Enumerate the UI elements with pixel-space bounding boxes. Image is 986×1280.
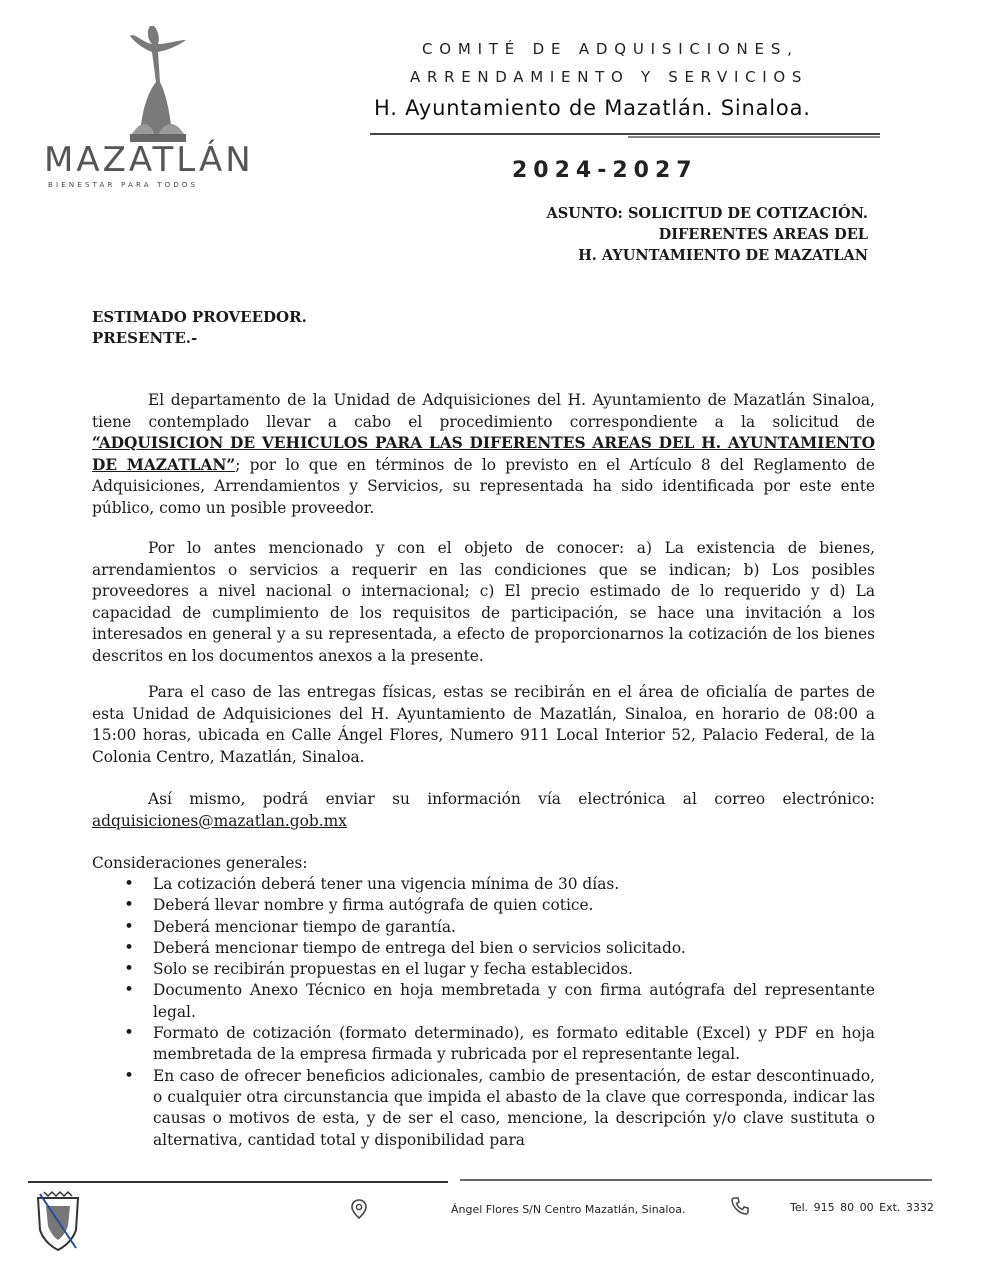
header-divider: [370, 133, 880, 135]
procurement-title: “ADQUISICION DE VEHICULOS PARA LAS DIFERENTES AREAS DEL H. AYUNTAMIENTO DE MAZATLAN”: [92, 434, 875, 474]
list-item: • Formato de cotización (formato determinado), es formato editable (Excel) y PDF en hoja membretada de la empresa firmada y rubricada por el representante legal.: [92, 1023, 875, 1066]
paragraph-1: [92, 390, 875, 519]
paragraph-4-text: Así mismo, podrá enviar su información vía electrónica al correo electrónico:: [148, 790, 875, 808]
list-item: • En caso de ofrecer beneficios adicionales, cambio de presentación, de estar descontinuado, o cualquier otra circunstancia que impida el abasto de la clave que corresponda, indicar las causas o motivos de esta, y de ser el caso, mencione, la descripción y/o clave sustituta o alternativa, cantidad total y disponibilidad para: [92, 1066, 875, 1151]
administration-period: 2024-2027: [512, 158, 698, 183]
considerations-list: [92, 874, 875, 1151]
greeting-line-2: PRESENTE.-: [92, 329, 198, 347]
municipal-seal-icon: [32, 1190, 84, 1252]
paragraph-2: [92, 538, 875, 667]
logo-wordmark: MAZATLÁN: [44, 140, 254, 180]
subject-line-1: ASUNTO: SOLICITUD DE COTIZACIÓN.: [546, 205, 868, 222]
paragraph-3-text: Para el caso de las entregas físicas, estas se recibirán en el área de oficialía de partes de esta Unidad de Adquisiciones del H. Ayuntamiento de Mazatlán, Sinaloa, en horario de 08:00 a 15:00 horas, ubicada en Calle Ángel Flores, Numero 911 Local Interior 52, Palacio Federal, de la Colonia Centro, Mazatlán, Sinaloa.: [92, 683, 875, 766]
email-link[interactable]: adquisiciones@mazatlan.gob.mx: [92, 811, 347, 830]
greeting-line-1: ESTIMADO PROVEEDOR.: [92, 308, 307, 326]
footer-address: Ángel Flores S/N Centro Mazatlán, Sinaloa.: [451, 1203, 686, 1216]
greeting: [92, 307, 307, 349]
subject-block: [547, 203, 869, 266]
subject-line-2: DIFERENTES AREAS DEL: [658, 226, 868, 243]
paragraph-1-rest: ; por lo que en términos de lo previsto en el Artículo 8 del Reglamento de Adquisiciones, Arrendamientos y Servicios, su representada ha sido identificada por este ente público, como un posible proveedor.: [92, 455, 875, 517]
subject-line-3: H. AYUNTAMIENTO DE MAZATLAN: [578, 247, 868, 264]
list-item: • Deberá mencionar tiempo de entrega del bien o servicios solicitado.: [92, 938, 875, 959]
ayuntamiento-title: H. Ayuntamiento de Mazatlán. Sinaloa.: [374, 96, 811, 120]
committee-line-1: COMITÉ DE ADQUISICIONES,: [422, 40, 799, 58]
paragraph-4: [92, 789, 875, 832]
footer-divider-left: [28, 1181, 448, 1183]
header-divider-secondary: [628, 136, 880, 138]
mazatlan-logo-figure: [112, 22, 200, 152]
list-item: • La cotización deberá tener una vigencia mínima de 30 días.: [92, 874, 875, 895]
list-item: • Deberá mencionar tiempo de garantía.: [92, 917, 875, 938]
logo-tagline: BIENESTAR PARA TODOS: [48, 181, 199, 189]
list-item: • Deberá llevar nombre y firma autógrafa de quien cotice.: [92, 895, 875, 916]
phone-icon: [730, 1196, 750, 1216]
paragraph-2-text: Por lo antes mencionado y con el objeto de conocer: a) La existencia de bienes, arrendamientos o servicios a requerir en las condiciones que se indican; b) Los posibles proveedores a nivel nacional o internacional; c) El precio estimado de lo requerido y d) La capacidad de cumplimiento de los requisitos de participación, se hace una invitación a los interesados en general y a su representada, a efecto de proporcionarnos la cotización de los bienes descritos en los documentos anexos a la presente.: [92, 539, 875, 665]
paragraph-3: [92, 682, 875, 768]
location-pin-icon: [350, 1199, 368, 1219]
considerations-title: Consideraciones generales:: [92, 854, 308, 872]
committee-line-2: ARRENDAMIENTO Y SERVICIOS: [410, 68, 809, 86]
list-item: • Solo se recibirán propuestas en el lugar y fecha establecidos.: [92, 959, 875, 980]
paragraph-1-intro: El departamento de la Unidad de Adquisiciones del H. Ayuntamiento de Mazatlán Sinaloa, tiene contemplado llevar a cabo el procedimiento correspondiente a la solicitud de: [92, 391, 875, 431]
footer-divider-right: [460, 1179, 932, 1181]
list-item: • Documento Anexo Técnico en hoja membretada y con firma autógrafa del representante legal.: [92, 980, 875, 1023]
footer-phone: Tel. 915 80 00 Ext. 3332: [790, 1201, 934, 1214]
